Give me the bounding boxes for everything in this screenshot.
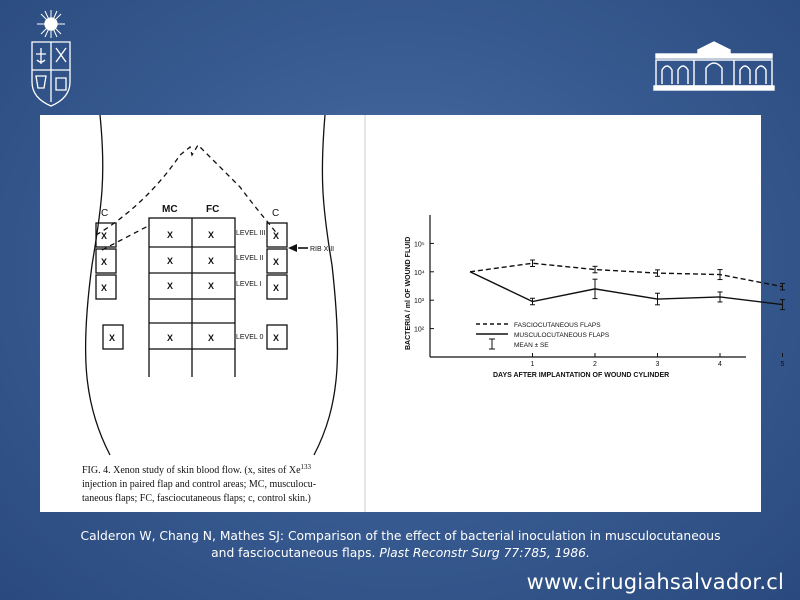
bacteria-line-chart <box>405 215 785 379</box>
x-tick-label: 3 <box>655 361 660 368</box>
control-label-left: C <box>101 208 109 219</box>
site-mark: X <box>167 333 174 343</box>
site-mark: X <box>101 257 108 267</box>
citation-line-1: Calderon W, Chang N, Mathes SJ: Comparison of the effect of bacterial inoculation in musculocutaneous <box>80 529 721 543</box>
legend-label-musculocutaneous: MUSCULOCUTANEOUS FLAPS <box>514 332 610 339</box>
header-fc: FC <box>206 204 220 215</box>
citation-caption <box>40 528 761 562</box>
site-mark: X <box>101 283 108 293</box>
site-mark: X <box>208 281 215 291</box>
site-mark: X <box>167 256 174 266</box>
site-mark: X <box>109 333 116 343</box>
body-outline-right <box>314 115 338 455</box>
y-tick-label: 10³ <box>414 298 425 306</box>
level-label-0: LEVEL 0 <box>236 334 264 341</box>
y-tick-label: 10² <box>414 326 425 334</box>
figure-caption-line-1: FIG. 4. Xenon study of skin blood flow. (x, sites of Xe$^{133}$ <box>82 463 312 476</box>
citation-line-2 <box>40 545 761 562</box>
site-mark: X <box>273 333 280 343</box>
y-tick-label: 10⁵ <box>414 241 425 249</box>
figure-caption-line-2: injection in paired flap and control areas; MC, musculocu- <box>82 479 317 490</box>
x-tick-label: 4 <box>718 361 722 368</box>
control-label-right: C <box>272 208 280 219</box>
university-seal-icon <box>26 10 76 110</box>
citation-journal: Plast Reconstr Surg 77:785, 1986. <box>379 546 590 560</box>
site-mark: X <box>208 230 215 240</box>
building-facade-icon <box>654 40 774 92</box>
header-mc: MC <box>162 204 178 215</box>
x-tick-label: 5 <box>780 361 785 368</box>
level-label-3: LEVEL III <box>236 230 266 237</box>
y-axis-label: BACTERIA / ml OF WOUND FLUID <box>405 236 412 350</box>
citation-line-2-text: and fasciocutaneous flaps. <box>211 546 380 560</box>
figure-caption-line-3: taneous flaps; FC, fasciocutaneous flaps; c, control skin.) <box>82 493 311 504</box>
series-line-musculocutaneous <box>470 272 783 305</box>
level-label-2: LEVEL II <box>236 255 264 262</box>
site-mark: X <box>273 283 280 293</box>
chart-legend <box>476 322 610 349</box>
level-label-1: LEVEL I <box>236 281 262 288</box>
x-tick-label: 2 <box>593 361 597 368</box>
x-axis-label: DAYS AFTER IMPLANTATION OF WOUND CYLINDER <box>493 372 670 379</box>
legend-label-fasciocutaneous: FASCIOCUTANEOUS FLAPS <box>514 322 601 329</box>
site-mark: X <box>101 231 108 241</box>
site-mark: X <box>273 231 280 241</box>
website-url[interactable]: www.cirugiahsalvador.cl <box>526 570 784 594</box>
site-mark: X <box>208 256 215 266</box>
flap-outline-top <box>96 145 278 235</box>
y-tick-label: 10⁴ <box>414 269 425 277</box>
site-mark: X <box>208 333 215 343</box>
flap-dash-left <box>102 225 150 250</box>
site-mark: X <box>167 230 174 240</box>
x-tick-label: 1 <box>530 361 535 368</box>
site-mark: X <box>167 281 174 291</box>
series-line-fasciocutaneous <box>470 263 783 286</box>
figure-canvas <box>40 115 785 512</box>
legend-label-se: MEAN ± SE <box>514 342 549 349</box>
figure-panel <box>40 115 785 512</box>
site-mark: X <box>273 257 280 267</box>
rib-label: RIB XIII <box>310 246 335 253</box>
